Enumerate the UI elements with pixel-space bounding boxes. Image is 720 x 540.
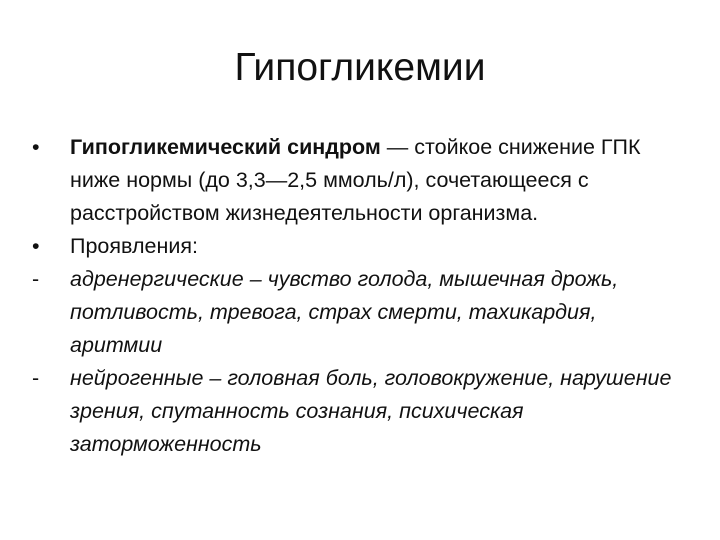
bullet-item-manifestations [32,230,692,263]
bullet-marker: • [32,234,40,258]
bullet-item-definition [32,131,692,230]
dash-marker: - [32,366,40,390]
dash-marker: - [32,267,40,291]
definition-term: Гипогликемический синдром [70,135,381,159]
slide-body [32,131,692,461]
bullet-marker: • [32,135,40,159]
dash-item-adrenergic [32,263,692,362]
manifestations-label: Проявления: [70,234,198,258]
slide-title: Гипогликемии [234,46,486,89]
neurogenic-text: нейрогенные – головная боль, головокружение, нарушение зрения, спутанность сознания, психическая заторможенность [70,366,672,456]
definition-text: — стойкое снижение ГПК ниже нормы (до 3,3—2,5 ммоль/л), сочетающееся с расстройством жизнедеятельности организма. [70,135,641,225]
adrenergic-text: адренергические – чувство голода, мышечная дрожь, потливость, тревога, страх смерти, тахикардия, аритмии [70,267,619,357]
dash-item-neurogenic [32,362,692,461]
